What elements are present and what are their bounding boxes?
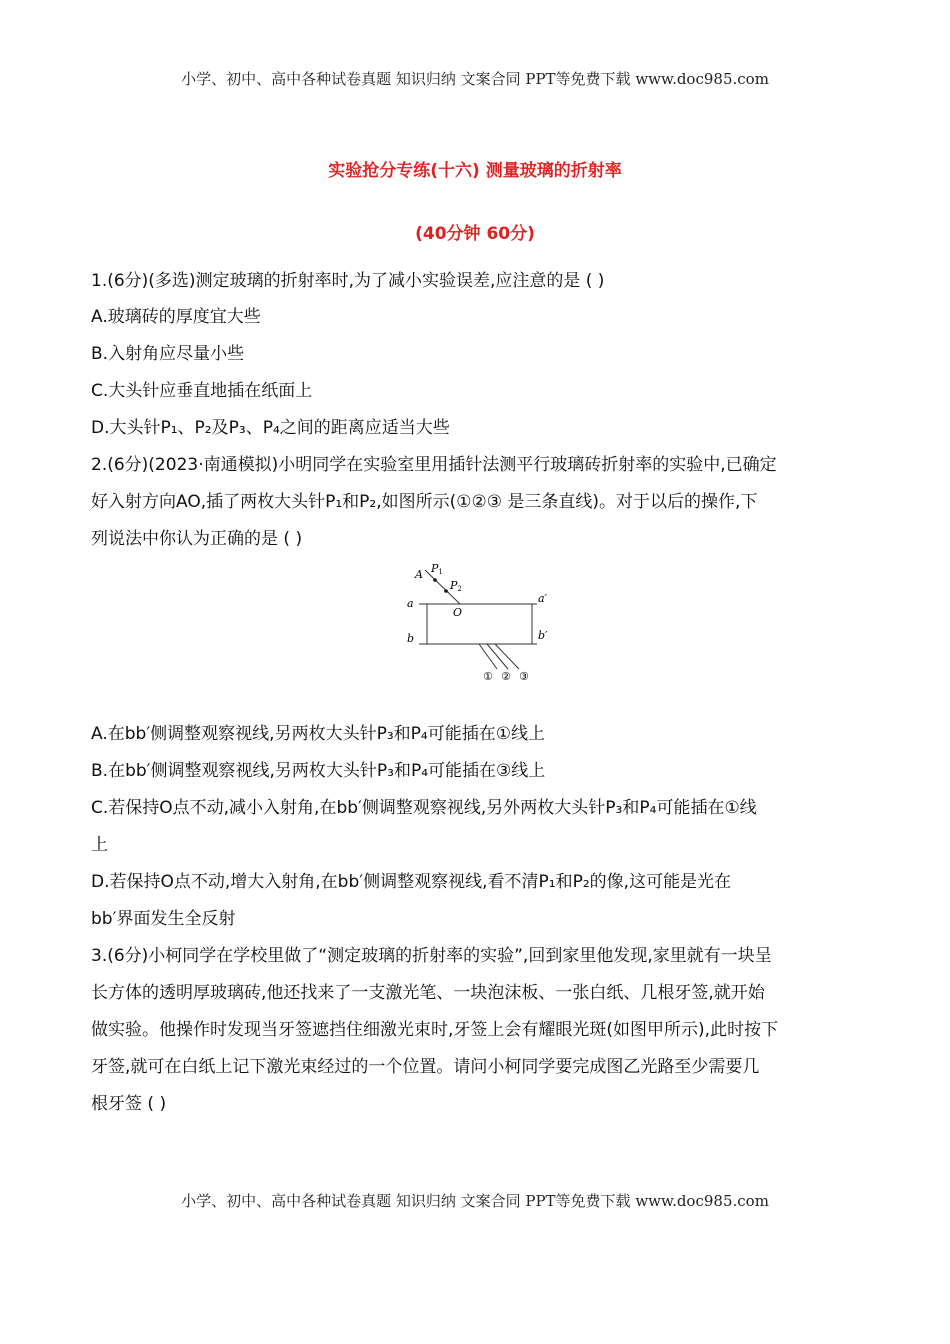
q3-stem-line5: 根牙签 ( ) [91,1094,167,1114]
q1-option-a: A.玻璃砖的厚度宜大些 [91,307,261,327]
label-line-3: ③ [519,670,529,683]
q1-option-d: D.大头针P₁、P₂及P₃、P₄之间的距离应适当大些 [91,418,450,438]
label-a: a [407,597,414,610]
pin-p1 [433,578,437,582]
pin-p2 [444,589,448,593]
candidate-line-3 [495,644,519,669]
label-b: b [407,632,415,645]
candidate-line-1 [479,644,497,669]
label-o: O [453,606,463,619]
page-title: 实验抢分专练(十六) 测量玻璃的折射率 [328,161,622,181]
q2-option-a: A.在bb′侧调整观察视线,另两枚大头针P₃和P₄可能插在①线上 [91,724,545,744]
label-p2: P2 [450,579,462,593]
page-footer: 小学、初中、高中各种试卷真题 知识归纳 文案合同 PPT等免费下载 www.doc985.com [181,1192,769,1210]
q2-option-c-line2: 上 [91,835,108,855]
q3-stem-line2: 长方体的透明厚玻璃砖,他还找来了一支激光笔、一块泡沫板、一张白纸、几根牙签,就开始 [91,983,765,1003]
q3-stem-line1: 3.(6分)小柯同学在学校里做了“测定玻璃的折射率的实验”,回到家里他发现,家里就有一块呈 [91,946,772,966]
q2-stem-line2: 好入射方向AO,插了两枚大头针P₁和P₂,如图所示(①②③ 是三条直线)。对于以后的操作,下 [91,492,758,512]
q2-option-d-line2: bb′界面发生全反射 [91,909,236,929]
q2-figure [395,558,565,688]
label-line-1: ① [483,670,493,683]
q1-option-c: C.大头针应垂直地插在纸面上 [91,381,313,401]
q1-option-b: B.入射角应尽量小些 [91,344,245,364]
q2-option-d-line1: D.若保持O点不动,增大入射角,在bb′侧调整观察视线,看不清P₁和P₂的像,这可能是光在 [91,872,732,892]
candidate-line-2 [487,644,508,669]
q2-stem-line3: 列说法中你认为正确的是 ( ) [91,529,303,549]
label-p1: P1 [431,562,443,576]
label-b-prime: b′ [538,629,548,642]
label-a-prime: a′ [538,592,548,605]
q3-stem-line4: 牙签,就可在白纸上记下激光束经过的一个位置。请问小柯同学要完成图乙光路至少需要几 [91,1057,760,1077]
label-line-2: ② [501,670,511,683]
page-subtitle: (40分钟 60分) [415,224,535,244]
q2-stem-line1: 2.(6分)(2023·南通模拟)小明同学在实验室里用插针法测平行玻璃砖折射率的实验中,已确定 [91,455,777,475]
page-header: 小学、初中、高中各种试卷真题 知识归纳 文案合同 PPT等免费下载 www.doc985.com [181,70,769,88]
q3-stem-line3: 做实验。他操作时发现当牙签遮挡住细激光束时,牙签上会有耀眼光斑(如图甲所示),此时按下 [91,1020,779,1040]
label-a-point: A [415,568,423,581]
q2-option-b: B.在bb′侧调整观察视线,另两枚大头针P₃和P₄可能插在③线上 [91,761,546,781]
q2-option-c-line1: C.若保持O点不动,减小入射角,在bb′侧调整观察视线,另外两枚大头针P₃和P₄可能插在①线 [91,798,757,818]
q1-stem: 1.(6分)(多选)测定玻璃的折射率时,为了减小实验误差,应注意的是 ( ) [91,271,605,291]
